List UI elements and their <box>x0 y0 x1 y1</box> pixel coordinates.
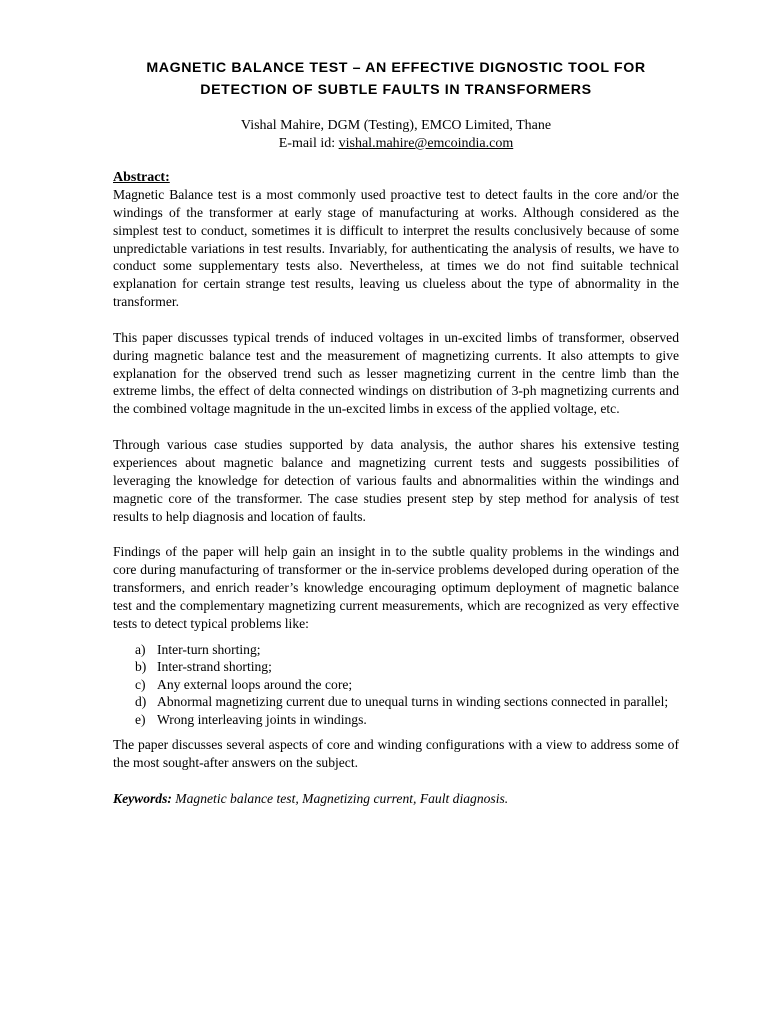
abstract-paragraph-4: Findings of the paper will help gain an insight in to the subtle quality problems in the windings and core during manufacturing of transformer or the in-service problems developed during operation of the transformers, and enrich reader’s knowledge encouraging optimum deployment of magnetic balance test and the complementary magnetizing current measurements, which are recognized as very effective tests to detect typical problems like: <box>113 544 679 631</box>
email-link[interactable]: vishal.mahire@emcoindia.com <box>338 136 514 151</box>
abstract-paragraph-3: Through various case studies supported by data analysis, the author shares his extensive testing experiences about magnetic balance and magnetizing current tests and suggests possibilities of leveraging the knowledge for detection of various faults and abnormalities within the windings and magnetic core of the transformer. The case studies present step by step method for analysis of test results to help diagnosis and location of faults. <box>113 437 679 524</box>
list-marker: b) <box>135 659 147 675</box>
abstract-paragraph-2: This paper discusses typical trends of induced voltages in un-excited limbs of transformer, observed during magnetic balance test and the measurement of magnetizing currents. It also attempts to give explanation for the observed trend such as lesser magnetizing current in the centre limb than the extreme limbs, the effect of delta connected windings on distribution of 3-ph magnetizing currents and the combined voltage magnitude in the un-excited limbs in excess of the applied voltage, etc. <box>113 329 679 417</box>
list-item <box>113 676 679 694</box>
author-line: Vishal Mahire, DGM (Testing), EMCO Limited, Thane <box>240 118 552 133</box>
list-item <box>113 658 679 676</box>
problems-list <box>113 641 679 729</box>
abstract-paragraph-1: Magnetic Balance test is a most commonly used proactive test to detect faults in the core and/or the windings of the transformer at early stage of manufacturing at works. Although considered as the simplest test to conduct, sometimes it is difficult to interpret the results conclusively because of some unpredictable variations in test results. Invariably, for authenticating the analysis of results, we have to conduct some supplementary tests also. Nevertheless, at times we do not find suitable technical explanation for certain strange test results, leaving us clueless about the type of abnormality in the transformer. <box>113 187 679 310</box>
paper-title-line-2: DETECTION OF SUBTLE FAULTS IN TRANSFORMERS <box>200 82 592 98</box>
closing-paragraph: The paper discusses several aspects of core and winding configurations with a view to address some of the most sought-after answers on the subject. <box>113 737 679 770</box>
list-item-text: Inter-strand shorting; <box>157 659 272 675</box>
paper-title-line-1: MAGNETIC BALANCE TEST – AN EFFECTIVE DIGNOSTIC TOOL FOR <box>146 60 646 76</box>
list-item <box>113 641 679 659</box>
list-marker: d) <box>135 694 147 710</box>
list-item-text: Inter-turn shorting; <box>157 641 261 657</box>
abstract-heading: Abstract: <box>113 170 170 185</box>
keywords-line <box>113 790 679 808</box>
list-marker: c) <box>135 676 146 692</box>
document-page <box>113 57 679 808</box>
list-item-text: Any external loops around the core; <box>157 676 353 692</box>
keywords-label: Keywords: <box>113 790 172 806</box>
keywords-text: Magnetic balance test, Magnetizing current, Fault diagnosis. <box>171 790 509 806</box>
paper-title <box>113 57 679 101</box>
list-marker: a) <box>135 641 146 657</box>
list-item <box>113 693 679 711</box>
email-label: E-mail id: <box>278 136 339 151</box>
list-item <box>113 711 679 729</box>
author-block <box>113 117 679 153</box>
email-line <box>113 135 679 153</box>
list-item-text: Abnormal magnetizing current due to unequal turns in winding sections connected in parallel; <box>157 694 669 710</box>
list-marker: e) <box>135 711 146 727</box>
list-item-text: Wrong interleaving joints in windings. <box>157 711 367 727</box>
